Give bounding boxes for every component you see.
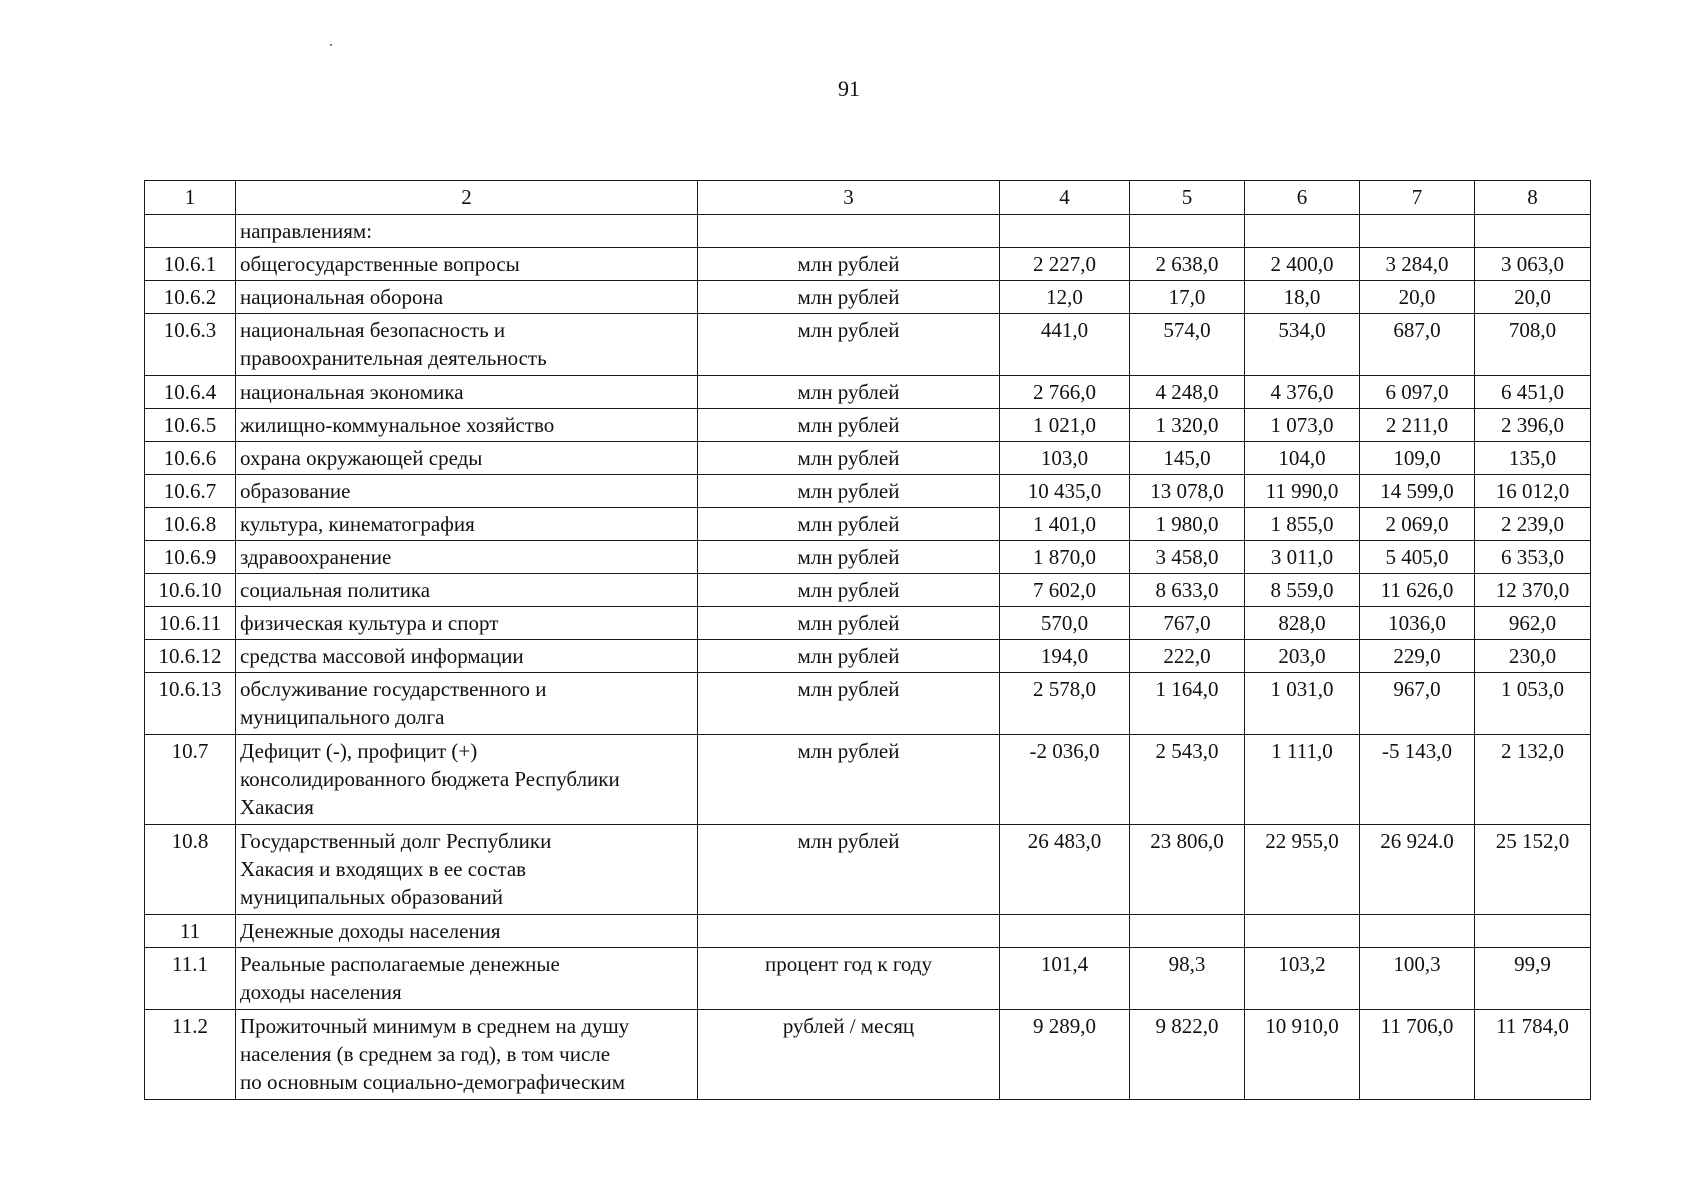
value-cell: 2 638,0 [1130,248,1245,281]
row-number: 10.6.1 [145,248,236,281]
unit-cell: млн рублей [698,574,1000,607]
value-cell: 23 806,0 [1130,825,1245,915]
value-cell: 100,3 [1360,948,1475,1010]
value-cell: -5 143,0 [1360,735,1475,825]
unit-cell [698,215,1000,248]
value-cell: 3 063,0 [1475,248,1591,281]
value-cell: 16 012,0 [1475,475,1591,508]
indicator-name-line: образование [240,479,351,503]
header-row [145,181,1591,215]
table-row [145,673,1591,735]
value-cell: 229,0 [1360,640,1475,673]
unit-cell: млн рублей [698,541,1000,574]
column-header: 2 [236,181,698,215]
column-header: 6 [1245,181,1360,215]
table-row [145,215,1591,248]
value-cell: 1 320,0 [1130,409,1245,442]
row-number: 10.6.10 [145,574,236,607]
indicator-name [236,640,698,673]
indicator-name-line: Государственный долг Республики [240,829,552,853]
table-row [145,640,1591,673]
indicator-name [236,541,698,574]
unit-cell: млн рублей [698,673,1000,735]
value-cell: 20,0 [1360,281,1475,314]
value-cell: 767,0 [1130,607,1245,640]
value-cell: 962,0 [1475,607,1591,640]
value-cell [1475,215,1591,248]
row-number: 10.6.12 [145,640,236,673]
scan-speck [330,44,332,46]
row-number: 10.6.6 [145,442,236,475]
column-header: 4 [1000,181,1130,215]
indicator-name-line: Прожиточный минимум в среднем на душу [240,1014,630,1038]
indicator-name-line: консолидированного бюджета Республики [240,767,620,791]
value-cell: 1 053,0 [1475,673,1591,735]
row-number: 11.2 [145,1010,236,1100]
indicators-table [144,180,1591,1100]
value-cell [1475,915,1591,948]
indicator-name-line: Реальные располагаемые денежные [240,952,560,976]
value-cell: 230,0 [1475,640,1591,673]
value-cell: 1 073,0 [1245,409,1360,442]
value-cell: 103,2 [1245,948,1360,1010]
indicator-name-line: Денежные доходы населения [240,919,501,943]
value-cell: 534,0 [1245,314,1360,376]
indicator-name [236,915,698,948]
column-header: 1 [145,181,236,215]
table-body [145,181,1591,1100]
value-cell: 13 078,0 [1130,475,1245,508]
unit-cell: млн рублей [698,281,1000,314]
table-row [145,735,1591,825]
value-cell: 135,0 [1475,442,1591,475]
value-cell: 4 248,0 [1130,376,1245,409]
value-cell: 203,0 [1245,640,1360,673]
value-cell: 12,0 [1000,281,1130,314]
table-row [145,1010,1591,1100]
row-number: 10.6.8 [145,508,236,541]
indicator-name-line: доходы населения [240,980,402,1004]
value-cell: 18,0 [1245,281,1360,314]
value-cell: 1 164,0 [1130,673,1245,735]
indicator-name [236,1010,698,1100]
indicator-name [236,475,698,508]
value-cell [1130,215,1245,248]
value-cell: 10 910,0 [1245,1010,1360,1100]
value-cell: 5 405,0 [1360,541,1475,574]
indicator-name-line: обслуживание государственного и [240,677,547,701]
indicator-name-line: направлениям: [240,219,373,243]
table-row [145,915,1591,948]
unit-cell [698,915,1000,948]
unit-cell: рублей / месяц [698,1010,1000,1100]
table-row [145,825,1591,915]
value-cell: 12 370,0 [1475,574,1591,607]
value-cell: 11 990,0 [1245,475,1360,508]
indicator-name [236,215,698,248]
indicator-name [236,607,698,640]
indicator-name [236,442,698,475]
value-cell: 194,0 [1000,640,1130,673]
indicator-name-line: муниципальных образований [240,885,503,909]
indicator-name [236,735,698,825]
indicator-name [236,248,698,281]
row-number: 10.8 [145,825,236,915]
value-cell: 11 626,0 [1360,574,1475,607]
value-cell: 104,0 [1245,442,1360,475]
unit-cell: млн рублей [698,248,1000,281]
value-cell: 570,0 [1000,607,1130,640]
value-cell: 2 766,0 [1000,376,1130,409]
row-number: 10.7 [145,735,236,825]
table-row [145,948,1591,1010]
value-cell: 3 284,0 [1360,248,1475,281]
value-cell [1360,915,1475,948]
indicator-name [236,948,698,1010]
value-cell: 1 111,0 [1245,735,1360,825]
indicator-name [236,376,698,409]
value-cell: 3 458,0 [1130,541,1245,574]
indicator-name [236,574,698,607]
value-cell: 22 955,0 [1245,825,1360,915]
value-cell: 6 353,0 [1475,541,1591,574]
unit-cell: млн рублей [698,314,1000,376]
row-number: 11.1 [145,948,236,1010]
value-cell: 9 289,0 [1000,1010,1130,1100]
value-cell: 1 870,0 [1000,541,1130,574]
indicator-name [236,409,698,442]
indicator-name-line: физическая культура и спорт [240,611,499,635]
row-number: 10.6.11 [145,607,236,640]
unit-cell: млн рублей [698,475,1000,508]
indicator-name-line: национальная экономика [240,380,464,404]
indicator-name [236,825,698,915]
column-header: 8 [1475,181,1591,215]
table-row [145,508,1591,541]
value-cell: 20,0 [1475,281,1591,314]
value-cell: 101,4 [1000,948,1130,1010]
value-cell: 98,3 [1130,948,1245,1010]
value-cell: 2 543,0 [1130,735,1245,825]
unit-cell: млн рублей [698,376,1000,409]
value-cell: 2 578,0 [1000,673,1130,735]
value-cell: 11 706,0 [1360,1010,1475,1100]
unit-cell: млн рублей [698,735,1000,825]
value-cell [1360,215,1475,248]
table-row [145,574,1591,607]
value-cell: 1 031,0 [1245,673,1360,735]
unit-cell: процент год к году [698,948,1000,1010]
value-cell: 708,0 [1475,314,1591,376]
indicator-name-line: Хакасия [240,795,314,819]
indicator-name [236,508,698,541]
value-cell: 26 924.0 [1360,825,1475,915]
value-cell: 2 400,0 [1245,248,1360,281]
row-number: 10.6.4 [145,376,236,409]
row-number: 10.6.2 [145,281,236,314]
value-cell: 1 855,0 [1245,508,1360,541]
table-row [145,281,1591,314]
indicator-name [236,281,698,314]
value-cell: 2 239,0 [1475,508,1591,541]
value-cell: 3 011,0 [1245,541,1360,574]
indicator-name-line: Дефицит (-), профицит (+) [240,739,478,763]
value-cell: 109,0 [1360,442,1475,475]
value-cell: 574,0 [1130,314,1245,376]
indicator-name-line: национальная оборона [240,285,444,309]
indicator-name-line: общегосударственные вопросы [240,252,520,276]
value-cell: 9 822,0 [1130,1010,1245,1100]
column-header: 5 [1130,181,1245,215]
table-row [145,475,1591,508]
table-row [145,409,1591,442]
value-cell: 8 559,0 [1245,574,1360,607]
indicator-name-line: жилищно-коммунальное хозяйство [240,413,555,437]
value-cell: 6 451,0 [1475,376,1591,409]
unit-cell: млн рублей [698,508,1000,541]
value-cell: 222,0 [1130,640,1245,673]
indicator-name-line: здравоохранение [240,545,392,569]
table-row [145,442,1591,475]
value-cell: 26 483,0 [1000,825,1130,915]
value-cell: 25 152,0 [1475,825,1591,915]
value-cell: 17,0 [1130,281,1245,314]
row-number: 10.6.7 [145,475,236,508]
value-cell: 14 599,0 [1360,475,1475,508]
row-number: 10.6.3 [145,314,236,376]
indicator-name-line: правоохранительная деятельность [240,346,547,370]
value-cell: 145,0 [1130,442,1245,475]
value-cell: 687,0 [1360,314,1475,376]
unit-cell: млн рублей [698,409,1000,442]
value-cell: 6 097,0 [1360,376,1475,409]
indicator-name-line: по основным социально-демографическим [240,1070,625,1094]
value-cell: -2 036,0 [1000,735,1130,825]
unit-cell: млн рублей [698,607,1000,640]
indicator-name [236,673,698,735]
value-cell: 2 132,0 [1475,735,1591,825]
row-number: 10.6.13 [145,673,236,735]
value-cell: 8 633,0 [1130,574,1245,607]
table-row [145,541,1591,574]
value-cell: 4 376,0 [1245,376,1360,409]
column-header: 7 [1360,181,1475,215]
table-row [145,314,1591,376]
value-cell [1245,215,1360,248]
indicator-name-line: Хакасия и входящих в ее состав [240,857,527,881]
value-cell: 2 227,0 [1000,248,1130,281]
value-cell: 2 069,0 [1360,508,1475,541]
value-cell: 7 602,0 [1000,574,1130,607]
row-number: 10.6.5 [145,409,236,442]
value-cell [1000,915,1130,948]
table-row [145,248,1591,281]
page-number: 91 [838,76,860,101]
unit-cell: млн рублей [698,825,1000,915]
value-cell: 11 784,0 [1475,1010,1591,1100]
row-number: 10.6.9 [145,541,236,574]
value-cell: 103,0 [1000,442,1130,475]
table-row [145,607,1591,640]
table-row [145,376,1591,409]
value-cell: 99,9 [1475,948,1591,1010]
indicator-name-line: муниципального долга [240,705,445,729]
unit-cell: млн рублей [698,640,1000,673]
indicator-name-line: населения (в среднем за год), в том числе [240,1042,611,1066]
indicator-name-line: социальная политика [240,578,431,602]
row-number: 11 [145,915,236,948]
column-header: 3 [698,181,1000,215]
indicator-name-line: средства массовой информации [240,644,524,668]
value-cell [1245,915,1360,948]
value-cell: 1036,0 [1360,607,1475,640]
unit-cell: млн рублей [698,442,1000,475]
value-cell: 967,0 [1360,673,1475,735]
value-cell [1130,915,1245,948]
value-cell: 828,0 [1245,607,1360,640]
value-cell: 441,0 [1000,314,1130,376]
value-cell: 1 401,0 [1000,508,1130,541]
value-cell: 2 211,0 [1360,409,1475,442]
value-cell: 2 396,0 [1475,409,1591,442]
row-number [145,215,236,248]
indicator-name [236,314,698,376]
value-cell: 1 021,0 [1000,409,1130,442]
indicator-name-line: охрана окружающей среды [240,446,483,470]
value-cell: 10 435,0 [1000,475,1130,508]
indicator-name-line: культура, кинематография [240,512,475,536]
value-cell [1000,215,1130,248]
value-cell: 1 980,0 [1130,508,1245,541]
indicator-name-line: национальная безопасность и [240,318,506,342]
